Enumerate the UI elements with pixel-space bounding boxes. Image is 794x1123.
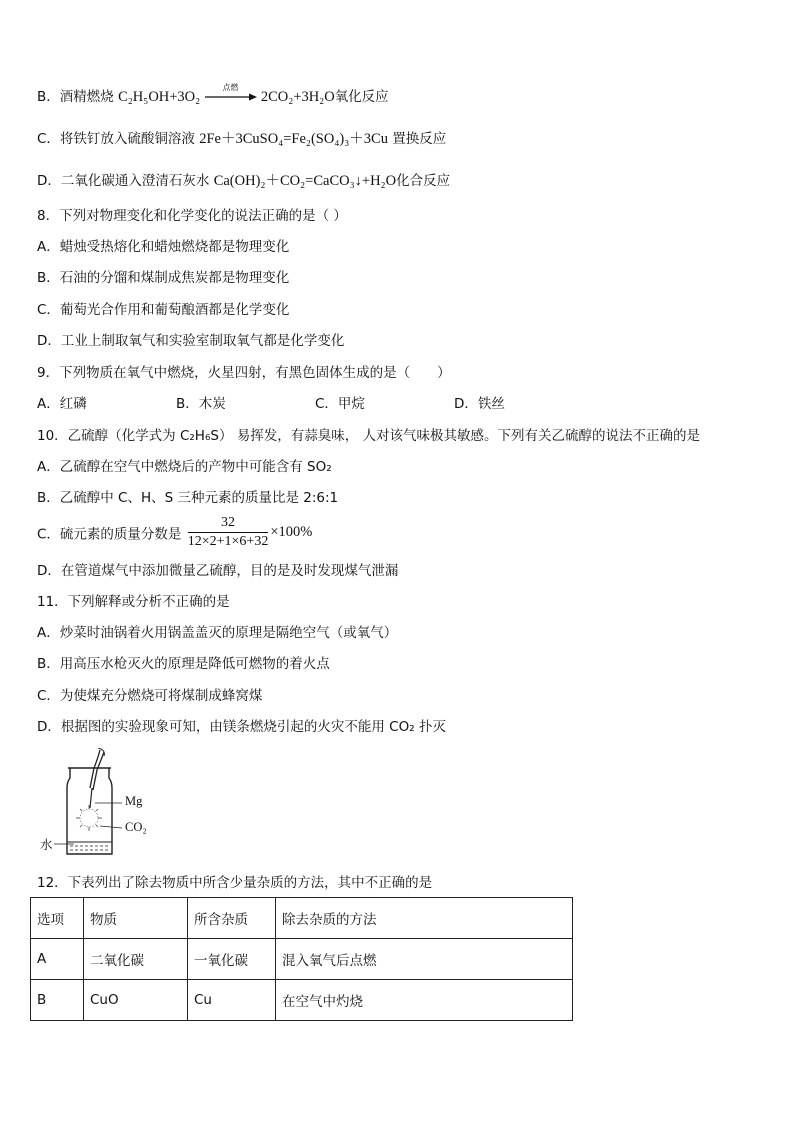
q9-options: [37, 395, 505, 413]
fraction-tail: ×100%: [270, 524, 313, 540]
fraction-denominator: 12×2+1×6+32: [187, 534, 269, 549]
q7-option-d-label: D．二氧化碳通入澄清石灰水: [37, 173, 210, 189]
q8-stem: 8．下列对物理变化和化学变化的说法正确的是（ ）: [37, 208, 347, 224]
q11-stem: 11．下列解释或分析不正确的是: [37, 594, 230, 610]
q9-option-d: D．铁丝: [454, 396, 505, 412]
fig-label-water: 水: [40, 837, 53, 852]
fig-label-mg: Mg: [125, 794, 143, 808]
q10-stem: 10．乙硫醇（化学式为 C₂H₆S） 易挥发，有蒜臭味， 人对该气味极其敏感。下列有关乙硫醇的说法不正确的是: [37, 428, 701, 444]
reaction-arrow: [205, 83, 257, 104]
q7-option-c-type: 置换反应: [392, 131, 447, 147]
q8-option-b: B．石油的分馏和煤制成焦炭都是物理变化: [37, 270, 290, 286]
q7-option-b-label: B．酒精燃烧: [37, 89, 114, 105]
q7-option-b-type: 氧化反应: [334, 89, 389, 105]
table-header-cell: 选项: [31, 898, 84, 939]
q12-stem: 12．下表列出了除去物质中所含少量杂质的方法，其中不正确的是: [37, 875, 433, 891]
q7-option-b-rhs: 2CO₂+3H₂O: [260, 89, 335, 105]
table-header-cell: 物质: [84, 898, 188, 939]
q10-option-a: A．乙硫醇在空气中燃烧后的产物中可能含有 SO₂: [37, 459, 332, 475]
q7-option-c: [37, 130, 446, 148]
fig-label-co2: CO₂: [125, 820, 147, 834]
q7-option-d-equation: Ca(OH)₂＋CO₂=CaCO₃↓+H₂O: [213, 173, 397, 189]
reaction-condition: 点燃: [222, 83, 239, 92]
q11-option-a: A．炒菜时油锅着火用锅盖盖灭的原理是隔绝空气（或氧气）: [37, 625, 398, 641]
q7-option-d-type: 化合反应: [396, 173, 451, 189]
q10-option-c-label: C．硫元素的质量分数是: [37, 526, 182, 543]
table-cell: 二氧化碳: [84, 939, 188, 980]
mass-fraction-formula: [188, 515, 269, 550]
q10-option-b: B．乙硫醇中 C、H、S 三种元素的质量比是 2:6:1: [37, 490, 339, 506]
table-cell: A: [31, 939, 84, 980]
mg-combustion-figure: [40, 748, 160, 858]
impurity-removal-table: [30, 897, 573, 1021]
table-cell: Cu: [188, 980, 276, 1021]
q10-option-c: [37, 515, 312, 550]
q11-option-b: B．用高压水枪灭火的原理是降低可燃物的着火点: [37, 656, 330, 672]
table-cell: 混入氧气后点燃: [276, 939, 573, 980]
q9-stem: 9．下列物质在氧气中燃烧，火星四射，有黑色固体生成的是（ ）: [37, 365, 451, 381]
q9-option-c: C．甲烷: [315, 396, 365, 412]
q10-option-d: D．在管道煤气中添加微量乙硫醇，目的是及时发现煤气泄漏: [37, 563, 399, 579]
q11-option-c: C．为使煤充分燃烧可将煤制成蜂窝煤: [37, 688, 263, 704]
table-cell: B: [31, 980, 84, 1021]
table-cell: 一氧化碳: [188, 939, 276, 980]
q9-option-b: B．木炭: [176, 396, 226, 412]
table-row: [31, 980, 573, 1021]
fraction-numerator: 32: [188, 515, 269, 533]
right-arrow-icon: [205, 93, 257, 101]
q8-option-d: D．工业上制取氧气和实验室制取氧气都是化学变化: [37, 333, 345, 349]
table-cell: CuO: [84, 980, 188, 1021]
table-cell: 在空气中灼烧: [276, 980, 573, 1021]
q7-option-c-equation: 2Fe＋3CuSO₄=Fe₂(SO₄)₃＋3Cu: [199, 131, 388, 147]
q11-option-d: D．根据图的实验现象可知，由镁条燃烧引起的火灾不能用 CO₂ 扑灭: [37, 719, 446, 735]
q7-option-b: [37, 83, 389, 106]
q9-option-a: A．红磷: [37, 396, 87, 412]
q7-option-d: [37, 172, 450, 190]
q7-option-c-label: C．将铁钉放入硫酸铜溶液: [37, 131, 195, 147]
table-header-row: [31, 898, 573, 939]
table-row: [31, 939, 573, 980]
q8-option-c: C．葡萄光合作用和葡萄酿酒都是化学变化: [37, 302, 290, 318]
q8-option-a: A．蜡烛受热熔化和蜡烛燃烧都是物理变化: [37, 239, 290, 255]
table-header-cell: 除去杂质的方法: [276, 898, 573, 939]
table-header-cell: 所含杂质: [188, 898, 276, 939]
q7-option-b-lhs: C₂H₅OH+3O₂: [118, 89, 201, 105]
